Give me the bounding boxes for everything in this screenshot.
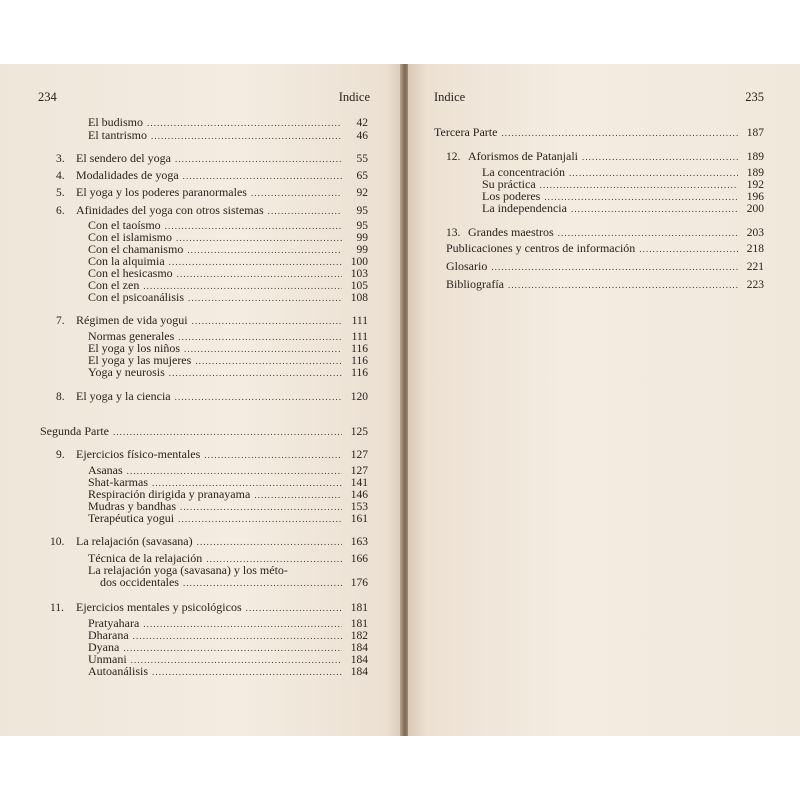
toc-entry: [56, 204, 368, 217]
toc-right: [408, 64, 800, 736]
toc-entry-page: 127: [350, 449, 368, 461]
toc-entry-number: 12.: [446, 151, 461, 163]
toc-entry-title: Con el zen: [88, 278, 140, 292]
dot-leader: [192, 315, 342, 328]
toc-entry-page: 196: [746, 191, 764, 203]
toc-entry-page: 92: [356, 187, 368, 199]
dot-leader: [508, 279, 738, 292]
toc-entry-page: 187: [746, 127, 764, 139]
toc-entry-number: 7.: [56, 315, 65, 327]
toc-entry: [56, 186, 368, 199]
toc-entry: [56, 390, 368, 403]
toc-entry-title: El sendero del yoga: [76, 151, 171, 165]
dot-leader: [113, 426, 342, 439]
toc-entry-title: Técnica de la relajación: [88, 551, 203, 565]
toc-entry-page: 218: [746, 243, 764, 255]
toc-entry-number: 3.: [56, 153, 65, 165]
dot-leader: [639, 243, 738, 256]
toc-entry-title: Respiración dirigida y pranayama: [88, 487, 251, 501]
toc-entry-page: 163: [350, 536, 368, 548]
toc-entry-title: El yoga y las mujeres: [88, 353, 192, 367]
toc-entry-page: 103: [350, 268, 368, 280]
toc-entry-title: La concentración: [482, 165, 565, 179]
dot-leader: [268, 205, 342, 218]
toc-entry-number: 8.: [56, 391, 65, 403]
toc-entry-title: Publicaciones y centros de información: [446, 241, 636, 255]
toc-entry-number: 13.: [446, 227, 461, 239]
toc-entry-title: Mudras y bandhas: [88, 499, 176, 513]
toc-entry-page: 127: [350, 465, 368, 477]
toc-entry-page: 116: [351, 343, 368, 355]
toc-entry-title: Con el islamismo: [88, 230, 172, 244]
toc-entry-number: 11.: [50, 602, 64, 614]
toc-entry-page: 120: [350, 391, 368, 403]
dot-leader: [204, 449, 342, 462]
toc-entry-page: 100: [350, 256, 368, 268]
dot-leader: [178, 513, 342, 526]
dot-leader: [251, 187, 342, 200]
toc-entry: [88, 291, 368, 304]
toc-entry-title: Glosario: [446, 259, 488, 273]
right-page: [408, 64, 800, 736]
toc-entry-title: dos occidentales: [100, 575, 179, 589]
toc-entry-title: Con el psicoanálisis: [88, 290, 184, 304]
toc-entry-page: 203: [746, 227, 764, 239]
toc-entry-page: 108: [350, 292, 368, 304]
toc-entry-page: 192: [746, 179, 764, 191]
toc-entry-title: Con el chamanismo: [88, 242, 184, 256]
toc-entry-number: 9.: [56, 449, 65, 461]
toc-entry: [434, 126, 764, 139]
toc-entry-page: 105: [350, 280, 368, 292]
toc-entry-page: 153: [350, 501, 368, 513]
toc-entry-page: 184: [350, 642, 368, 654]
toc-entry-page: 146: [350, 489, 368, 501]
dot-leader: [175, 153, 342, 166]
toc-entry-page: 176: [350, 577, 368, 589]
open-book: [0, 64, 800, 736]
dot-leader: [582, 151, 738, 164]
toc-entry: [56, 152, 368, 165]
toc-entry: [446, 242, 764, 255]
dot-leader: [197, 536, 342, 549]
left-page-number: 234: [38, 90, 57, 104]
toc-entry-title: El budismo: [88, 115, 144, 129]
toc-entry-page: 125: [350, 426, 368, 438]
toc-entry-title: La relajación (savasana): [76, 534, 193, 548]
dot-leader: [183, 170, 342, 183]
toc-entry-page: 200: [746, 203, 764, 215]
toc-entry-page: 184: [350, 666, 368, 678]
toc-entry-title: El yoga y los poderes paranormales: [76, 185, 247, 199]
toc-entry-title: Terapéutica yogui: [88, 511, 175, 525]
dot-leader: [558, 227, 738, 240]
toc-entry-page: 182: [350, 630, 368, 642]
toc-entry-title: Los poderes: [482, 189, 541, 203]
toc-entry: [446, 150, 764, 163]
toc-entry-page: 141: [350, 477, 368, 489]
right-page-number: 235: [745, 90, 764, 104]
dot-leader: [183, 577, 342, 590]
toc-entry: [50, 601, 368, 614]
toc-entry: [50, 535, 368, 548]
toc-entry-title: Afinidades del yoga con otros sistemas: [76, 203, 264, 217]
right-running-head: Indice: [434, 90, 466, 104]
toc-entry-title: Pratyahara: [88, 616, 140, 630]
toc-entry-title: Yoga y neurosis: [88, 365, 165, 379]
toc-left: [0, 64, 402, 736]
toc-entry-title: El yoga y los niños: [88, 341, 180, 355]
toc-entry-page: 95: [356, 205, 368, 217]
toc-entry-title: El yoga y la ciencia: [76, 389, 171, 403]
toc-entry-number: 10.: [50, 536, 65, 548]
toc-entry-page: 46: [356, 130, 368, 142]
toc-entry-page: 189: [746, 151, 764, 163]
dot-leader: [246, 602, 342, 615]
toc-entry: [56, 448, 368, 461]
toc-entry-title: Segunda Parte: [40, 424, 109, 438]
dot-leader: [571, 203, 738, 216]
toc-entry-page: 221: [746, 261, 764, 273]
toc-entry-number: 5.: [56, 187, 65, 199]
toc-entry-page: 99: [356, 232, 368, 244]
toc-entry: [56, 169, 368, 182]
toc-entry-page: 161: [350, 513, 368, 525]
toc-entry-title: Autoanálisis: [88, 664, 148, 678]
toc-entry: [88, 366, 368, 379]
toc-entry-title: Modalidades de yoga: [76, 168, 179, 182]
toc-entry-page: 111: [351, 331, 368, 343]
toc-entry-page: 99: [356, 244, 368, 256]
toc-entry-title: Grandes maestros: [468, 225, 554, 239]
toc-entry-page: 181: [350, 618, 368, 630]
toc-entry-number: 4.: [56, 170, 65, 182]
toc-entry-page: 184: [350, 654, 368, 666]
toc-entry-page: 111: [351, 315, 368, 327]
toc-entry-title: Con la alquimia: [88, 254, 165, 268]
toc-entry-page: 116: [351, 367, 368, 379]
toc-entry: [88, 512, 368, 525]
toc-entry-page: 55: [356, 153, 368, 165]
dot-leader: [175, 391, 342, 404]
toc-entry-title: Con el hesicasmo: [88, 266, 173, 280]
toc-entry-title: Dharana: [88, 628, 129, 642]
toc-entry: [482, 202, 764, 215]
toc-entry-page: 223: [746, 279, 764, 291]
dot-leader: [169, 367, 342, 380]
toc-entry-title: Su práctica: [482, 177, 536, 191]
toc-entry-title: Unmani: [88, 652, 127, 666]
toc-entry-title: La independencia: [482, 201, 567, 215]
toc-entry-title: Ejercicios mentales y psicológicos: [76, 600, 242, 614]
toc-entry: [88, 129, 368, 142]
toc-entry-title: Con el taoísmo: [88, 218, 161, 232]
toc-entry: [88, 665, 368, 678]
toc-entry-title: Asanas: [88, 463, 123, 477]
toc-entry-number: 6.: [56, 205, 65, 217]
toc-entry-page: 189: [746, 167, 764, 179]
toc-entry-title: Bibliografía: [446, 277, 504, 291]
toc-entry: [56, 314, 368, 327]
toc-entry: [446, 260, 764, 273]
dot-leader: [188, 292, 342, 305]
toc-entry-title: Régimen de vida yogui: [76, 313, 188, 327]
toc-entry-title: El tantrismo: [88, 128, 147, 142]
toc-entry-page: 166: [350, 553, 368, 565]
toc-entry-title: Tercera Parte: [434, 125, 498, 139]
left-page: [0, 64, 402, 736]
toc-entry-page: 42: [356, 117, 368, 129]
toc-entry: [446, 226, 764, 239]
toc-entry-page: 181: [350, 602, 368, 614]
dot-leader: [501, 127, 738, 140]
toc-entry-title: Normas generales: [88, 329, 175, 343]
toc-entry-title: Ejercicios físico-mentales: [76, 447, 201, 461]
toc-entry: [446, 278, 764, 291]
toc-entry-page: 65: [356, 170, 368, 182]
left-running-head: Indice: [338, 90, 370, 104]
toc-entry-title: Shat-karmas: [88, 475, 148, 489]
toc-entry-title: La relajación yoga (savasana) y los méto-: [88, 563, 288, 577]
toc-entry-page: 95: [356, 220, 368, 232]
toc-entry-title: Aforismos de Patanjali: [468, 149, 578, 163]
dot-leader: [152, 666, 342, 679]
toc-entry: [40, 425, 368, 438]
dot-leader: [491, 261, 738, 274]
toc-entry-title: Dyana: [88, 640, 120, 654]
toc-entry: [100, 576, 368, 589]
dot-leader: [151, 130, 342, 143]
toc-entry-page: 116: [351, 355, 368, 367]
